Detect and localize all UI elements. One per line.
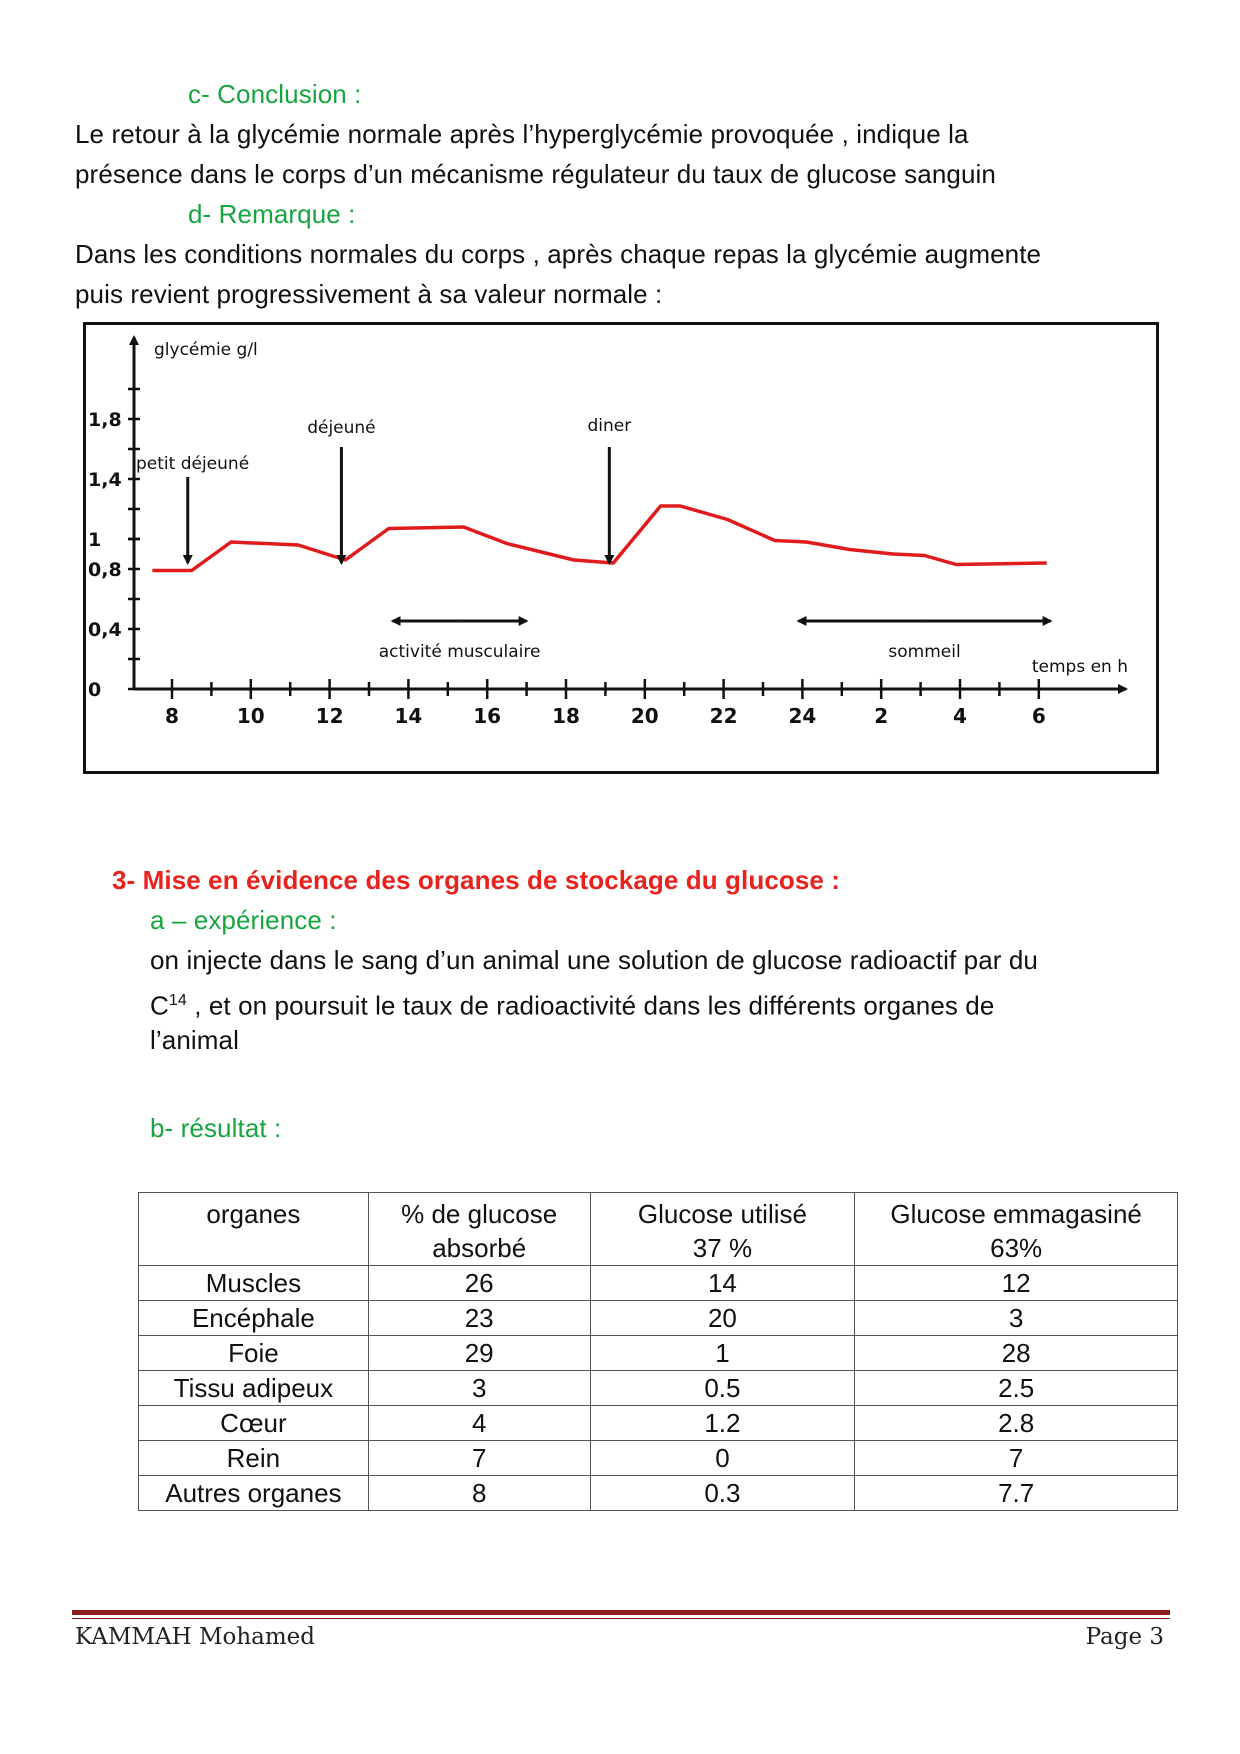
table-row [139, 1371, 1178, 1406]
value-cell: 28 [855, 1336, 1178, 1371]
experience-line-2 [150, 980, 994, 1027]
glycemia-chart [86, 325, 1156, 771]
value-cell: 20 [590, 1301, 855, 1336]
glycemia-curve [152, 506, 1046, 571]
experience-line-1: on injecte dans le sang d’un animal une solution de glucose radioactif par du [150, 945, 1038, 975]
value-cell: 0 [590, 1441, 855, 1476]
value-cell: 2.8 [855, 1406, 1178, 1441]
remarque-line-1: Dans les conditions normales du corps , après chaque repas la glycémie augmente [75, 239, 1042, 269]
experience-line-3: l’animal [150, 1025, 239, 1055]
carbon-symbol: C [150, 990, 169, 1021]
footer-rule-thin [72, 1618, 1170, 1619]
x-tick-label: 2 [874, 704, 889, 728]
footer-rule [72, 1610, 1170, 1615]
header-glucose-utilise: Glucose utilisé 37 % [590, 1193, 855, 1266]
organ-name-cell: Encéphale [139, 1301, 369, 1336]
value-cell: 12 [855, 1266, 1178, 1301]
table-row [139, 1336, 1178, 1371]
value-cell: 23 [368, 1301, 590, 1336]
value-cell: 2.5 [855, 1371, 1178, 1406]
organ-name-cell: Cœur [139, 1406, 369, 1441]
x-tick-label: 12 [315, 704, 344, 728]
table-row [139, 1266, 1178, 1301]
section-d-heading: d- Remarque : [188, 199, 356, 229]
value-cell: 3 [368, 1371, 590, 1406]
glucose-results-table [138, 1192, 1178, 1511]
experience-heading: a – expérience : [150, 905, 337, 935]
header-organes: organes [139, 1193, 369, 1266]
x-tick-label: 20 [630, 704, 659, 728]
x-tick-label: 22 [709, 704, 738, 728]
x-tick-label: 16 [473, 704, 502, 728]
value-cell: 26 [368, 1266, 590, 1301]
value-cell: 7.7 [855, 1476, 1178, 1511]
footer-page-number: Page 3 [1085, 1624, 1164, 1650]
activite-musculaire-arrow-label: activité musculaire [378, 642, 541, 662]
value-cell: 1 [590, 1336, 855, 1371]
x-tick-label: 10 [236, 704, 265, 728]
arrow-petit-dejeune-label: petit déjeuné [136, 454, 250, 474]
y-tick-label: 0,4 [88, 619, 122, 641]
isotope-number: 14 [168, 992, 187, 1009]
y-tick-label: 1,8 [88, 409, 122, 431]
table-row [139, 1476, 1178, 1511]
value-cell: 8 [368, 1476, 590, 1511]
value-cell: 7 [855, 1441, 1178, 1476]
glycemia-chart-frame [83, 322, 1159, 774]
remarque-line-2: puis revient progressivement à sa valeur normale : [75, 279, 663, 309]
organ-name-cell: Muscles [139, 1266, 369, 1301]
header-glucose-absorbe: % de glucose absorbé [368, 1193, 590, 1266]
table-row [139, 1441, 1178, 1476]
x-tick-label: 18 [552, 704, 580, 728]
table-row [139, 1301, 1178, 1336]
sommeil-arrow-label: sommeil [888, 642, 961, 662]
organ-name-cell: Foie [139, 1336, 369, 1371]
section-3-heading: 3- Mise en évidence des organes de stockage du glucose : [112, 865, 841, 895]
conclusion-line-1: Le retour à la glycémie normale après l’hyperglycémie provoquée , indique la [75, 119, 969, 149]
value-cell: 7 [368, 1441, 590, 1476]
result-heading: b- résultat : [150, 1113, 282, 1143]
x-tick-label: 6 [1031, 704, 1046, 728]
arrow-dejeune-label: déjeuné [307, 418, 376, 438]
organ-name-cell: Rein [139, 1441, 369, 1476]
organ-name-cell: Tissu adipeux [139, 1371, 369, 1406]
conclusion-line-2: présence dans le corps d’un mécanisme régulateur du taux de glucose sanguin [75, 159, 996, 189]
value-cell: 1.2 [590, 1406, 855, 1441]
y-tick-label: 1 [88, 529, 102, 551]
x-axis-label: temps en h [1031, 657, 1128, 677]
value-cell: 3 [855, 1301, 1178, 1336]
arrow-diner-label: diner [587, 416, 632, 436]
footer-author: KAMMAH Mohamed [75, 1624, 316, 1650]
x-tick-label: 14 [394, 704, 423, 728]
table-header-row [139, 1193, 1178, 1266]
value-cell: 0.3 [590, 1476, 855, 1511]
y-axis-label: glycémie g/l [154, 340, 258, 360]
value-cell: 4 [368, 1406, 590, 1441]
value-cell: 14 [590, 1266, 855, 1301]
x-tick-label: 4 [953, 704, 967, 728]
y-tick-label: 0,8 [88, 559, 122, 581]
header-glucose-emmagasine: Glucose emmagasiné 63% [855, 1193, 1178, 1266]
value-cell: 0.5 [590, 1371, 855, 1406]
x-tick-label: 24 [788, 704, 817, 728]
table-row [139, 1406, 1178, 1441]
experience-line-2-text: , et on poursuit le taux de radioactivité dans les différents organes de [186, 990, 995, 1021]
y-tick-label: 0 [88, 679, 102, 701]
section-c-heading: c- Conclusion : [188, 79, 362, 109]
organ-name-cell: Autres organes [139, 1476, 369, 1511]
value-cell: 29 [368, 1336, 590, 1371]
y-tick-label: 1,4 [88, 469, 122, 491]
x-tick-label: 8 [165, 704, 179, 728]
